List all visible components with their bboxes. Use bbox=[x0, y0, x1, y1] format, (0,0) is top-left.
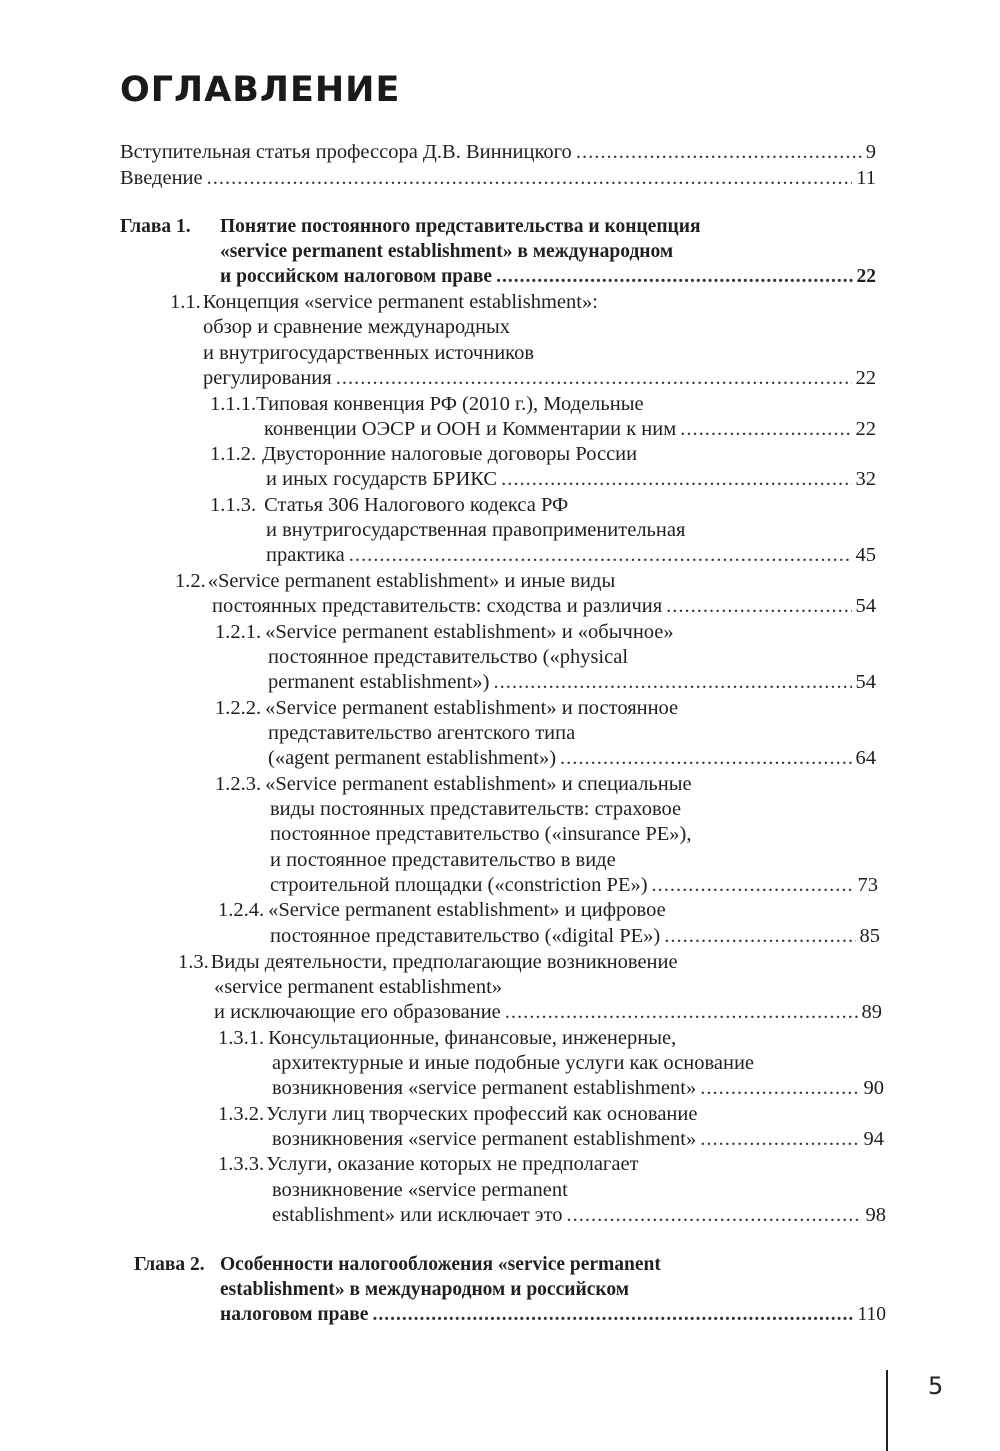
section-title-line: «service permanent establishment» bbox=[214, 976, 503, 998]
chapter-line bbox=[220, 1302, 886, 1327]
section-title-line: establishment» или исключает это bbox=[272, 1204, 563, 1226]
section-title-line: Статья 306 Налогового кодекса РФ bbox=[264, 494, 569, 516]
section-line bbox=[270, 797, 681, 822]
dot-leader bbox=[336, 366, 852, 391]
dot-leader bbox=[567, 1203, 862, 1228]
section-title-line: возникновения «service permanent establishment» bbox=[272, 1128, 697, 1150]
toc-page-number: 64 bbox=[855, 747, 876, 769]
chapter-number: Глава 2. bbox=[134, 1254, 205, 1275]
section-line bbox=[266, 467, 876, 492]
section-line bbox=[268, 746, 876, 771]
section-line bbox=[214, 1000, 882, 1025]
section-line bbox=[270, 848, 616, 873]
section-title-line: Консультационные, финансовые, инженерные, bbox=[268, 1027, 677, 1049]
dot-leader bbox=[700, 1127, 859, 1152]
section-title-line: Услуги лиц творческих профессий как основание bbox=[266, 1103, 698, 1125]
section-line bbox=[212, 594, 876, 619]
chapter-title-line: Особенности налогообложения «service permanent bbox=[220, 1254, 661, 1275]
toc-page-number: 22 bbox=[855, 418, 876, 440]
section-line bbox=[214, 975, 502, 1000]
dot-leader bbox=[501, 467, 851, 492]
section-line bbox=[272, 1051, 754, 1076]
section-line bbox=[215, 696, 678, 721]
section-line bbox=[203, 341, 534, 366]
section-number: 1.3.2. bbox=[218, 1103, 265, 1125]
section-line bbox=[218, 1102, 697, 1127]
toc-entry-title: Введение bbox=[120, 167, 203, 189]
section-number: 1.1.3. bbox=[210, 494, 257, 516]
section-title-line: «Service permanent establishment» и цифровое bbox=[268, 899, 666, 921]
section-title-line: архитектурные и иные подобные услуги как основание bbox=[272, 1052, 755, 1074]
dot-leader bbox=[652, 873, 854, 898]
toc-page-number: 94 bbox=[863, 1128, 884, 1150]
section-title-line: строительной площадки («constriction PE») bbox=[270, 874, 648, 896]
section-title-line: «Service permanent establishment» и «обычное» bbox=[265, 621, 674, 643]
section-line bbox=[272, 1127, 884, 1152]
section-title-line: и внутригосударственных источников bbox=[203, 342, 535, 364]
dot-leader bbox=[680, 417, 851, 442]
chapter-line bbox=[220, 1277, 629, 1302]
chapter-line bbox=[220, 264, 876, 289]
section-line bbox=[272, 1203, 886, 1228]
section-line bbox=[272, 1178, 568, 1203]
section-title-line: виды постоянных представительств: страховое bbox=[270, 798, 682, 820]
toc-page-number: 11 bbox=[856, 167, 876, 189]
page-title: ОГЛАВЛЕНИЕ bbox=[120, 70, 401, 110]
section-line bbox=[270, 822, 692, 847]
chapter-title-line: и российском налоговом праве bbox=[220, 266, 493, 287]
section-line bbox=[268, 670, 876, 695]
toc-page-number: 90 bbox=[863, 1077, 884, 1099]
dot-leader bbox=[700, 1076, 859, 1101]
section-line bbox=[170, 290, 598, 315]
section-number: 1.2. bbox=[175, 570, 206, 592]
section-title-line: практика bbox=[266, 544, 345, 566]
section-line bbox=[210, 392, 644, 417]
section-line bbox=[270, 924, 880, 949]
dot-leader bbox=[560, 746, 851, 771]
dot-leader bbox=[664, 924, 855, 949]
section-line bbox=[272, 1076, 884, 1101]
chapter-line bbox=[120, 214, 701, 239]
section-title-line: Двусторонние налоговые договоры России bbox=[262, 443, 638, 465]
chapter-title-line: «service permanent establishment» в международном bbox=[220, 241, 674, 262]
section-title-line: регулирования bbox=[203, 367, 332, 389]
section-line bbox=[203, 315, 510, 340]
section-line bbox=[203, 366, 876, 391]
dot-leader bbox=[207, 166, 853, 191]
section-title-line: и постоянное представительство в виде bbox=[270, 849, 616, 871]
section-title-line: обзор и сравнение международных bbox=[203, 316, 511, 338]
section-number: 1.3. bbox=[178, 951, 209, 973]
section-title-line: представительство агентского типа bbox=[268, 722, 576, 744]
section-title-line: и исключающие его образование bbox=[214, 1001, 501, 1023]
toc-page-number: 98 bbox=[865, 1204, 886, 1226]
section-title-line: возникновения «service permanent establishment» bbox=[272, 1077, 697, 1099]
section-number: 1.3.1. bbox=[218, 1027, 265, 1049]
section-title-line: Типовая конвенция РФ (2010 г.), Модельные bbox=[256, 393, 644, 415]
toc-page-number: 9 bbox=[865, 141, 876, 163]
section-number: 1.2.3. bbox=[215, 773, 262, 795]
section-line bbox=[215, 620, 674, 645]
dot-leader bbox=[576, 140, 862, 165]
toc-page-number: 22 bbox=[856, 266, 876, 287]
section-title-line: permanent establishment») bbox=[268, 671, 490, 693]
dot-leader bbox=[493, 670, 851, 695]
section-line bbox=[270, 873, 878, 898]
section-number: 1.2.1. bbox=[215, 621, 262, 643]
toc-page-number: 73 bbox=[857, 874, 878, 896]
section-title-line: Услуги, оказание которых не предполагает bbox=[266, 1153, 639, 1175]
chapter-number: Глава 1. bbox=[120, 216, 191, 237]
section-title-line: «Service permanent establishment» и постоянное bbox=[265, 697, 679, 719]
section-line bbox=[218, 898, 666, 923]
toc-page-number: 110 bbox=[857, 1304, 886, 1325]
chapter-title-line: налоговом праве bbox=[220, 1304, 369, 1325]
toc-page-number: 45 bbox=[855, 544, 876, 566]
section-line bbox=[266, 518, 685, 543]
section-line bbox=[178, 950, 678, 975]
chapter-title-line: Понятие постоянного представительства и концепция bbox=[220, 216, 701, 237]
section-title-line: «Service permanent establishment» и специальные bbox=[265, 773, 692, 795]
toc-page-number: 32 bbox=[855, 468, 876, 490]
section-title-line: постоянных представительств: сходства и различия bbox=[212, 595, 663, 617]
section-line bbox=[268, 721, 575, 746]
section-number: 1.1.2. bbox=[210, 443, 257, 465]
chapter-title-line: establishment» в международном и российском bbox=[220, 1279, 629, 1300]
chapter-line bbox=[220, 239, 673, 264]
page-number: 5 bbox=[928, 1372, 944, 1400]
dot-leader bbox=[666, 594, 851, 619]
section-line bbox=[218, 1152, 639, 1177]
section-number: 1.2.2. bbox=[215, 697, 262, 719]
section-line bbox=[264, 417, 876, 442]
section-number: 1.3.3. bbox=[218, 1153, 265, 1175]
section-title-line: постоянное представительство («digital PE») bbox=[270, 925, 661, 947]
section-title-line: и внутригосударственная правоприменительная bbox=[266, 519, 686, 541]
section-title-line: постоянное представительство («insurance PE»), bbox=[270, 823, 692, 845]
section-number: 1.1. bbox=[170, 291, 201, 313]
toc-page-number: 54 bbox=[855, 671, 876, 693]
section-title-line: постоянное представительство («physical bbox=[268, 646, 629, 668]
toc-page-number: 22 bbox=[855, 367, 876, 389]
chapter-line bbox=[134, 1252, 661, 1277]
section-line bbox=[268, 645, 628, 670]
section-line bbox=[210, 442, 637, 467]
section-line bbox=[175, 569, 615, 594]
section-title-line: и иных государств БРИКС bbox=[266, 468, 498, 490]
section-line bbox=[210, 493, 568, 518]
toc-page-number: 85 bbox=[859, 925, 880, 947]
toc-page-number: 54 bbox=[855, 595, 876, 617]
section-line bbox=[218, 1026, 676, 1051]
section-title-line: возникновение «service permanent bbox=[272, 1179, 568, 1201]
section-title-line: Виды деятельности, предполагающие возникновение bbox=[210, 951, 678, 973]
page-margin-rule bbox=[886, 1370, 888, 1451]
toc-entry-title: Вступительная статья профессора Д.В. Винницкого bbox=[120, 141, 572, 163]
toc-entry-foreword[interactable] bbox=[120, 140, 876, 165]
dot-leader bbox=[496, 264, 852, 289]
section-line bbox=[215, 772, 692, 797]
section-number: 1.1.1. bbox=[210, 393, 257, 415]
dot-leader bbox=[349, 543, 852, 568]
section-line bbox=[266, 543, 876, 568]
toc-entry-introduction[interactable] bbox=[120, 166, 876, 191]
section-title-line: («agent permanent establishment») bbox=[268, 747, 557, 769]
section-title-line: конвенции ОЭСР и ООН и Комментарии к ним bbox=[264, 418, 677, 440]
section-title-line: Концепция «service permanent establishment»: bbox=[202, 291, 598, 313]
section-title-line: «Service permanent establishment» и иные виды bbox=[207, 570, 616, 592]
section-number: 1.2.4. bbox=[218, 899, 265, 921]
dot-leader bbox=[505, 1000, 858, 1025]
dot-leader bbox=[372, 1302, 853, 1327]
toc-page-number: 89 bbox=[861, 1001, 882, 1023]
